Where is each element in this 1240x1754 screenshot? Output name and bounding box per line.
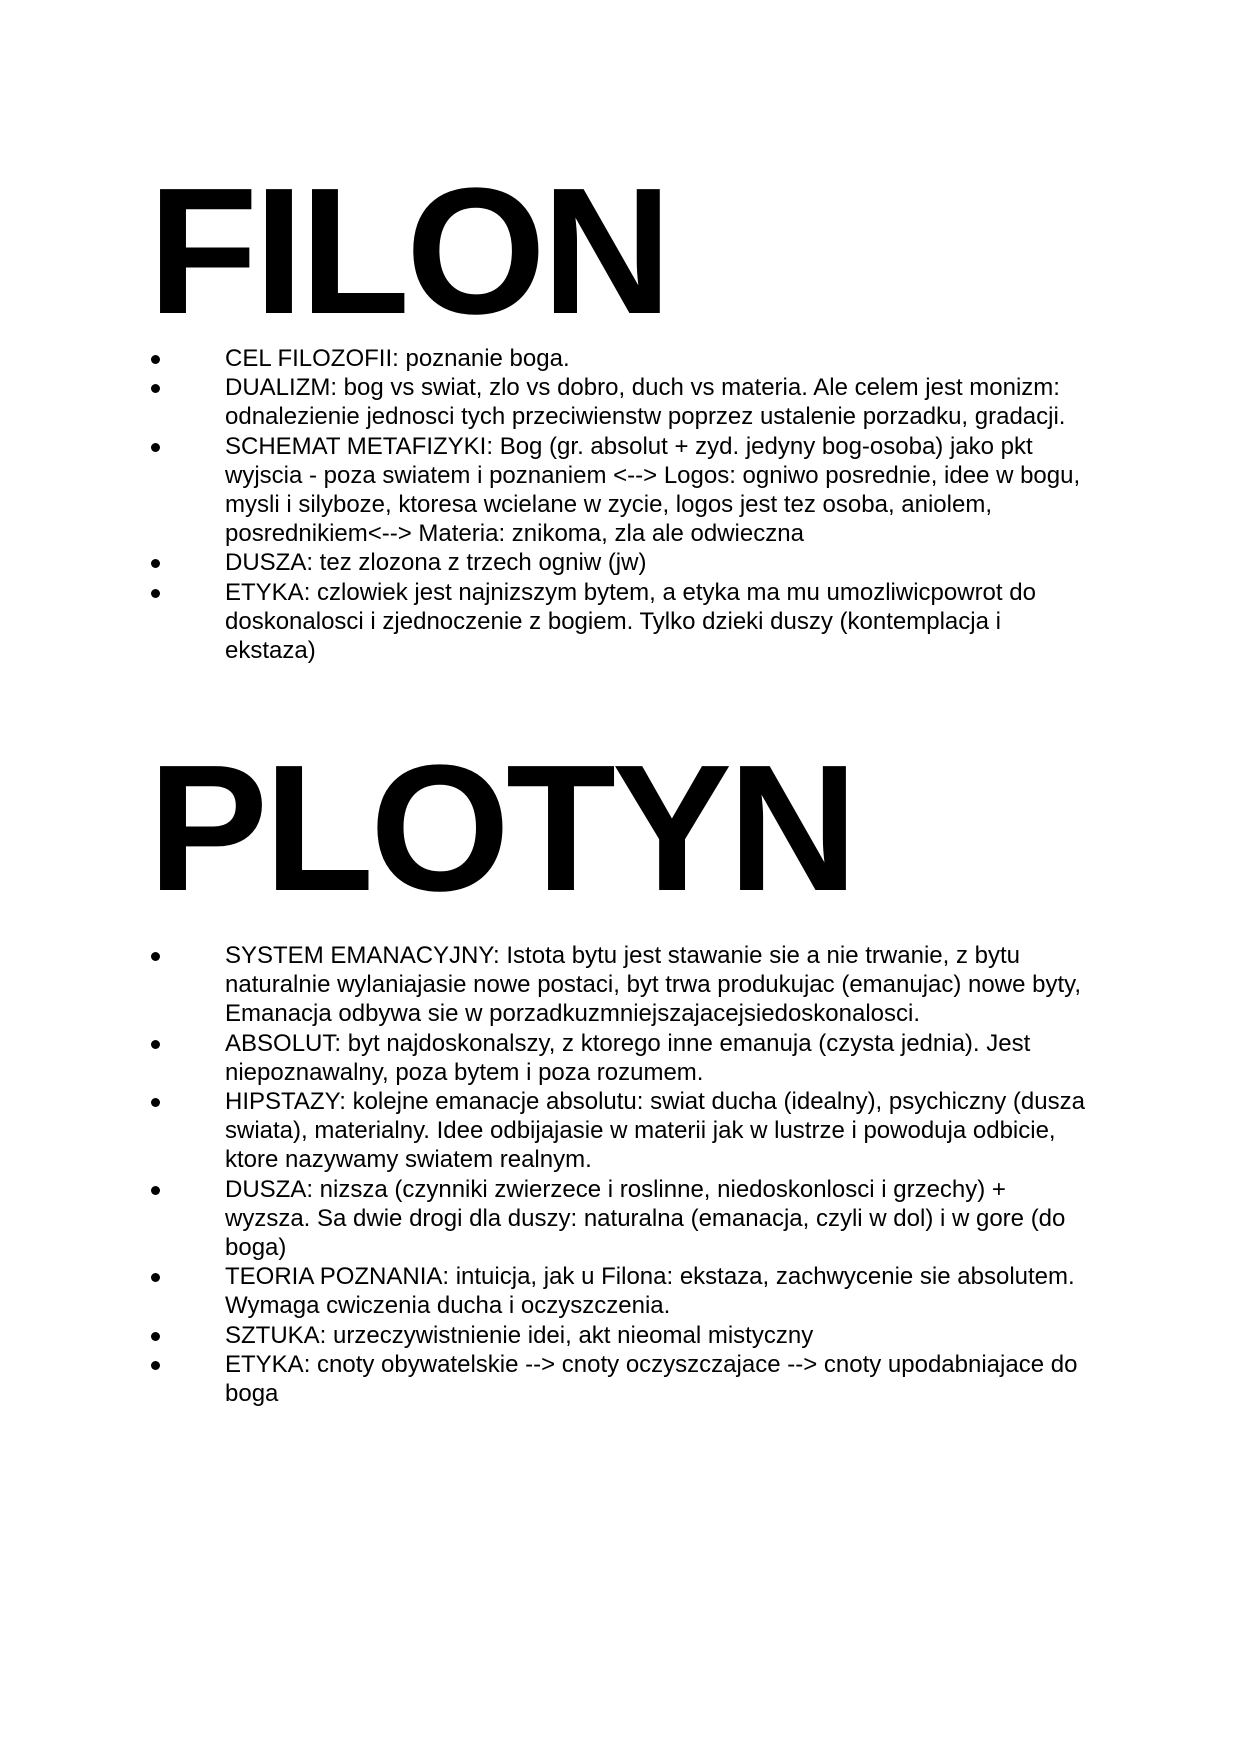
bullet-icon [151, 1098, 160, 1107]
list-item [0, 344, 1085, 373]
list-item-text: CEL FILOZOFII: poznanie boga. [225, 345, 570, 372]
bullet-icon [151, 1186, 160, 1195]
list-item-text: DUALIZM: bog vs swiat, zlo vs dobro, duch vs materia. Ale celem jest monizm: odnalezienie jednosci tych przeciwienstw poprzez ustalenie porzadku, gradacji. [225, 374, 1066, 431]
bullet-icon [151, 1332, 160, 1341]
list-item [0, 941, 1085, 1029]
list-item-text: DUSZA: nizsza (czynniki zwierzece i roslinne, niedoskonlosci i grzechy) + wyzsza. Sa dwie drogi dla duszy: naturalna (emanacja, czyli w dol) i w gore (do boga) [225, 1175, 1066, 1262]
list-item [0, 1350, 1085, 1408]
section-title-plotyn: PLOTYN [148, 728, 855, 929]
section-title-filon: FILON [148, 151, 668, 352]
bullet-icon [151, 384, 160, 393]
list-item-text: ETYKA: czlowiek jest najnizszym bytem, a etyka ma mu umozliwicpowrot do doskonalosci i zjednoczenie z bogiem. Tylko dzieki duszy (kontemplacja i ekstaza) [225, 578, 1036, 665]
list-item [0, 1087, 1085, 1175]
bullet-icon [151, 1361, 160, 1370]
bullet-icon [151, 952, 160, 961]
bullet-list-filon [0, 344, 1240, 665]
bullet-icon [151, 1273, 160, 1282]
list-item [0, 1262, 1085, 1320]
list-item-text: HIPSTAZY: kolejne emanacje absolutu: swiat ducha (idealny), psychiczny (dusza swiata), materialny. Idee odbijajasie w materii jak w lustrze i powoduja odbicie, ktore nazywamy swiatem realnym. [225, 1088, 1085, 1174]
list-item [0, 373, 1085, 431]
list-item [0, 1175, 1085, 1263]
list-item [0, 578, 1085, 666]
list-item-text: SZTUKA: urzeczywistnienie idei, akt nieomal mistyczny [225, 1321, 814, 1349]
list-item [0, 1321, 1085, 1350]
bullet-icon [151, 1040, 160, 1049]
list-item-text: DUSZA: tez zlozona z trzech ogniw (jw) [225, 549, 647, 577]
list-item [0, 548, 1085, 577]
bullet-icon [151, 443, 160, 452]
list-item-text: SCHEMAT METAFIZYKI: Bog (gr. absolut + zyd. jedyny bog-osoba) jako pkt wyjscia - poza swiatem i poznaniem <--> Logos: ogniwo posrednie, idee w bogu, mysli i silyboze, ktoresa wcielane w zycie, logos jest tez osoba, aniolem, posrednikiem<--> Materia: znikoma, zla ale odwieczna [225, 432, 1081, 548]
bullet-icon [151, 355, 160, 364]
list-item [0, 1029, 1085, 1087]
list-item-text: ABSOLUT: byt najdoskonalszy, z ktorego inne emanuja (czysta jednia). Jest niepoznawalny, poza bytem i poza rozumem. [225, 1029, 1031, 1086]
list-item [0, 432, 1085, 549]
bullet-list-plotyn [0, 941, 1240, 1408]
bullet-icon [151, 589, 160, 598]
list-item-text: TEORIA POZNANIA: intuicja, jak u Filona: ekstaza, zachwycenie sie absolutem. Wymaga cwiczenia ducha i oczyszczenia. [225, 1263, 1075, 1320]
list-item-text: SYSTEM EMANACYJNY: Istota bytu jest stawanie sie a nie trwanie, z bytu naturalnie wylaniajasie nowe postaci, byt trwa produkujac (emanujac) nowe byty, Emanacja odbywa sie w porzadkuzmniejszajacejsiedoskonalosci. [225, 942, 1081, 1028]
list-item-text: ETYKA: cnoty obywatelskie --> cnoty oczyszczajace --> cnoty upodabniajace do boga [225, 1350, 1078, 1408]
bullet-icon [151, 559, 160, 568]
